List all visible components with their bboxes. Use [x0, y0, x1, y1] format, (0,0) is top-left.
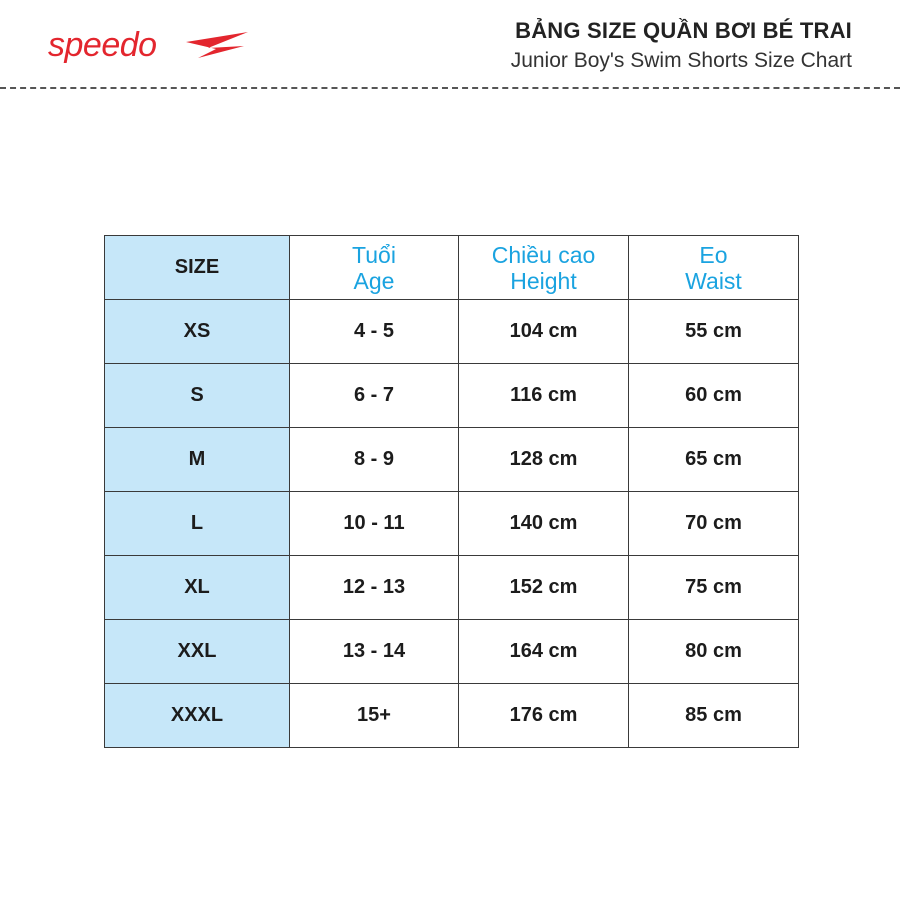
size-cell: L: [105, 492, 290, 556]
speedo-logo: [48, 22, 258, 70]
header-size-label: SIZE: [174, 256, 220, 278]
header-height-vn: Chiều cao: [491, 241, 596, 268]
waist-cell: 85 cm: [629, 684, 799, 748]
waist-cell: 70 cm: [629, 492, 799, 556]
boomerang-icon: [186, 32, 248, 58]
header-waist: [629, 236, 799, 300]
table-header-row: [105, 236, 799, 300]
size-chart-table: [104, 235, 799, 748]
size-cell: XL: [105, 556, 290, 620]
height-cell: 152 cm: [459, 556, 629, 620]
waist-cell: 65 cm: [629, 428, 799, 492]
header-age-vn: Tuổi: [352, 241, 396, 268]
age-cell: 15+: [290, 684, 459, 748]
waist-cell: 75 cm: [629, 556, 799, 620]
age-cell: 4 - 5: [290, 300, 459, 364]
waist-cell: 80 cm: [629, 620, 799, 684]
title-english: Junior Boy's Swim Shorts Size Chart: [510, 49, 852, 72]
table-row: [105, 556, 799, 620]
logo-wordmark: speedo: [48, 26, 157, 64]
header-age: [290, 236, 459, 300]
waist-cell: 60 cm: [629, 364, 799, 428]
header-height: [459, 236, 629, 300]
size-cell: XS: [105, 300, 290, 364]
header-age-en: Age: [353, 267, 395, 294]
age-cell: 6 - 7: [290, 364, 459, 428]
age-cell: 10 - 11: [290, 492, 459, 556]
page-heading: [511, 16, 852, 76]
size-cell: M: [105, 428, 290, 492]
height-cell: 140 cm: [459, 492, 629, 556]
table-row: [105, 364, 799, 428]
table-row: [105, 620, 799, 684]
table-row: [105, 428, 799, 492]
header-height-en: Height: [510, 267, 577, 294]
age-cell: 12 - 13: [290, 556, 459, 620]
table-row: [105, 300, 799, 364]
waist-cell: 55 cm: [629, 300, 799, 364]
height-cell: 116 cm: [459, 364, 629, 428]
size-cell: XXL: [105, 620, 290, 684]
size-cell: XXXL: [105, 684, 290, 748]
height-cell: 128 cm: [459, 428, 629, 492]
header-waist-en: Waist: [685, 267, 742, 294]
title-vietnamese: BẢNG SIZE QUẦN BƠI BÉ TRAI: [515, 18, 852, 43]
height-cell: 164 cm: [459, 620, 629, 684]
header-waist-vn: Eo: [699, 241, 728, 268]
header-size: [105, 236, 290, 300]
height-cell: 176 cm: [459, 684, 629, 748]
table-row: [105, 684, 799, 748]
height-cell: 104 cm: [459, 300, 629, 364]
size-cell: S: [105, 364, 290, 428]
age-cell: 13 - 14: [290, 620, 459, 684]
age-cell: 8 - 9: [290, 428, 459, 492]
dashed-divider: [0, 87, 900, 89]
table-row: [105, 492, 799, 556]
